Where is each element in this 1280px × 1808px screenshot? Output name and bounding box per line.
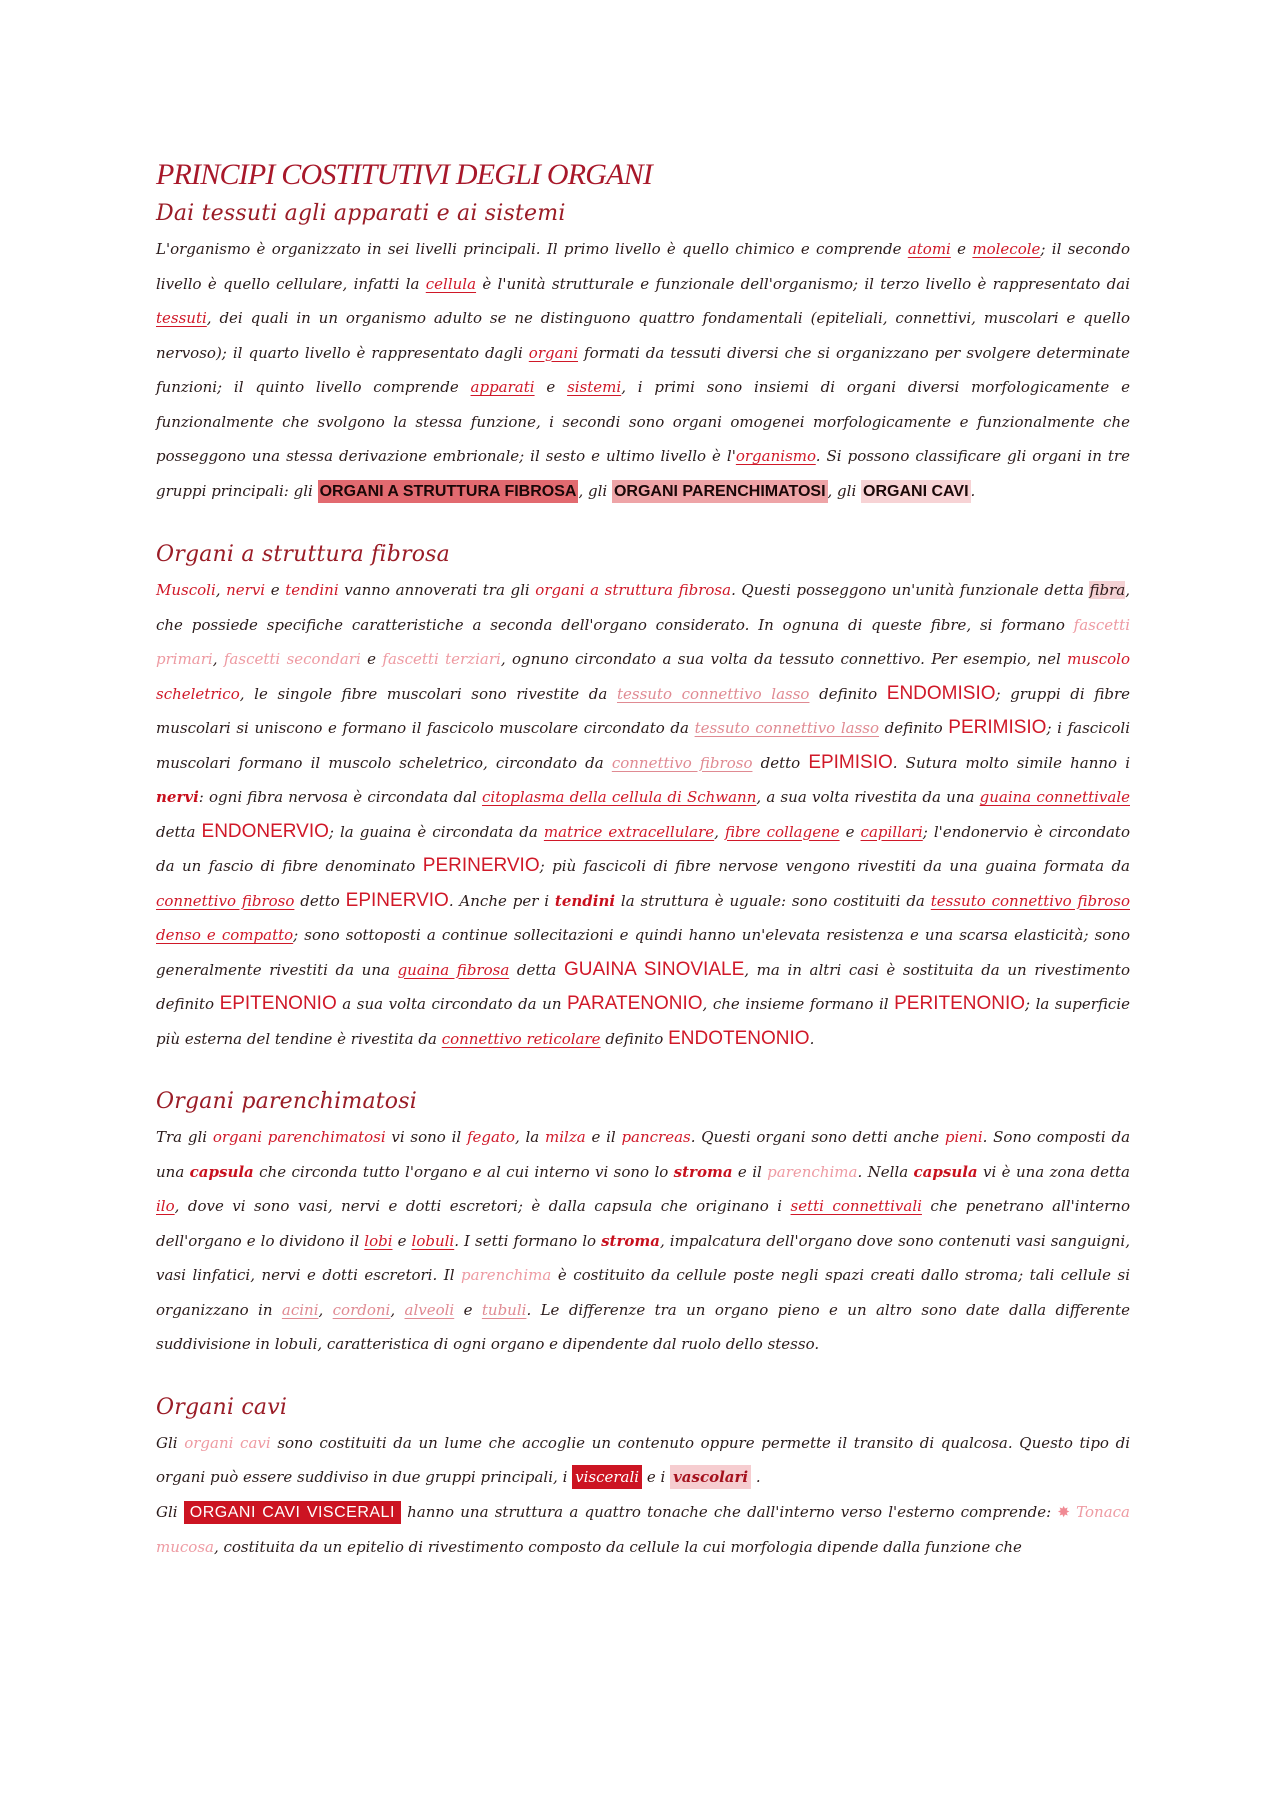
term-pink: parenchima — [767, 1162, 858, 1181]
text-run: . Questi posseggono un'unità funzionale detta — [731, 581, 1090, 599]
text-run: . I setti formano lo — [454, 1231, 602, 1250]
text-run: . Si possono classificare gli organi in tre gruppi principali: gli — [156, 447, 1130, 500]
text-run: , ma in altri casi è sostituita da un rivestimento definito — [156, 960, 1130, 1013]
text-run: e i — [642, 1468, 671, 1486]
text-run: vanno annoverati tra gli — [338, 581, 536, 599]
text-run: ; più fascicoli di fibre nervose vengono rivestiti da una guaina formata da — [539, 857, 1130, 875]
document-body — [156, 158, 1130, 1565]
text-run: e — [454, 1300, 482, 1319]
term-pink: fascetti secondari — [223, 650, 361, 668]
term-ul-red: apparati — [470, 378, 535, 396]
term-ul-red: connettivo reticolare — [441, 1029, 601, 1048]
text-run: e il — [585, 1128, 622, 1146]
section-paragraph — [156, 1426, 1130, 1495]
section-organi-cavi — [156, 1392, 1130, 1565]
term-box-red: viscerali — [572, 1465, 642, 1489]
text-run: vi sono il — [385, 1128, 467, 1146]
text-run: . — [809, 1029, 815, 1048]
document-title: PRINCIPI COSTITUTIVI DEGLI ORGANI — [156, 158, 653, 191]
text-run: ; i fascicoli muscolari formano il muscolo scheletrico, circondato da — [156, 719, 1130, 772]
term-hl-medium: ORGANI PARENCHIMATOSI — [612, 480, 828, 503]
text-run: , la — [514, 1128, 546, 1146]
text-run: , le singole fibre muscolari sono rivestite da — [239, 684, 617, 703]
term-caps-red: GUAINA SINOVIALE — [564, 958, 745, 980]
section-heading: Organi a struttura fibrosa — [156, 542, 450, 567]
text-run: , — [215, 581, 227, 599]
text-run: sono costituiti da un lume che accoglie un contenuto oppure permette il transito di qualcosa. Questo tipo di organi può essere suddiviso in due gruppi principali, i — [156, 1433, 1130, 1486]
text-run: , ognuno circondato a sua volta da tessuto connettivo. Per esempio, nel — [500, 650, 1068, 668]
text-run: che penetrano all'interno dell'organo e lo dividono il — [156, 1197, 1130, 1250]
term-pink: fascetti primari — [156, 615, 1130, 668]
text-run: detta — [156, 822, 202, 841]
term-red: milza — [545, 1128, 586, 1146]
text-run: definito — [600, 1029, 669, 1048]
term-hl-strong: ORGANI A STRUTTURA FIBROSA — [318, 480, 579, 503]
text-run: , gli — [827, 481, 862, 500]
term-star-pink: ✸ — [1057, 1502, 1070, 1521]
text-run: , i primi sono insiemi di organi diversi morfologicamente e funzionalmente che svolgono la stessa funzione, i secondi sono organi omogenei morfologicamente e funzionalmente che posseggono una stessa derivazione embrionale; il sesto e ultimo livello è l' — [156, 378, 1130, 465]
text-run: definito — [879, 719, 949, 737]
text-run: e — [950, 240, 973, 258]
text-run: , che possiede specifiche caratteristiche a seconda dell'organo considerato. In ognuna di queste fibre, si formano — [156, 581, 1130, 634]
text-run: ; il secondo livello è quello cellulare, infatti la — [156, 240, 1130, 293]
term-ul-pink: tessuto connettivo lasso — [616, 684, 810, 703]
text-run: , costituita da un epitelio di rivestimento composto da cellule la cui morfologia dipende dalla funzione che — [213, 1538, 1022, 1556]
text-run: e il — [732, 1162, 768, 1181]
text-run: che circonda tutto l'organo e al cui interno vi sono lo — [253, 1162, 674, 1181]
text-run: detto — [752, 753, 809, 772]
text-run: . Le differenze tra un organo pieno e un altro sono date dalla differente suddivisione in lobuli, caratteristica di ogni organo e dipendente dal ruolo dello stesso. — [156, 1300, 1130, 1353]
term-ul-pink: cordoni — [332, 1300, 391, 1319]
term-bold-red: nervi — [156, 788, 199, 806]
term-ul-red: citoplasma della cellula di Schwann — [482, 788, 757, 806]
term-ul-red: connettivo fibroso — [156, 891, 295, 910]
text-run: . Sutura molto simile hanno i — [892, 753, 1130, 772]
term-red: pancreas — [621, 1128, 691, 1146]
text-run: detta — [509, 960, 564, 979]
term-pink: parenchima — [461, 1266, 552, 1284]
term-pink: organi cavi — [184, 1433, 271, 1452]
term-ul-red: lobuli — [411, 1231, 455, 1250]
text-run: L'organismo è organizzato in sei livelli principali. Il primo livello è quello chimico e comprende — [156, 240, 908, 258]
term-caps-red: PARATENONIO — [567, 993, 703, 1014]
text-run: detto — [294, 891, 346, 910]
term-ul-red: tessuti — [156, 309, 207, 327]
text-run: , dei quali in un organismo adulto se ne distinguono quattro fondamentali (epiteliali, connettivi, muscolari e quello nervoso); il quarto livello è rappresentato dagli — [156, 309, 1130, 362]
text-run: . — [751, 1468, 761, 1486]
term-caps-red: EPIMISIO — [808, 751, 893, 773]
term-ul-red: tessuto connettivo fibroso denso e compatto — [156, 891, 1130, 944]
text-run: , gli — [578, 481, 612, 500]
term-caps-red: ENDOMISIO — [886, 682, 996, 704]
term-ul-red: fibre collagene — [724, 822, 840, 841]
section-organi-parenchimatosi — [156, 1086, 1130, 1362]
text-run: e — [265, 581, 286, 599]
term-red: Muscoli — [156, 581, 216, 599]
section-heading: Organi parenchimatosi — [156, 1089, 417, 1114]
term-ul-red: setti connettivali — [790, 1197, 922, 1215]
term-ul-pink: tubuli — [481, 1300, 527, 1319]
term-ul-pink: connettivo fibroso — [611, 753, 753, 772]
text-run: , — [212, 650, 224, 668]
text-run: e — [392, 1231, 412, 1250]
term-bold-red: capsula — [913, 1162, 978, 1181]
term-caps-red: ENDOTENONIO — [668, 1027, 810, 1049]
section-organi-fibrosi — [156, 539, 1130, 1056]
term-bold-red: capsula — [189, 1162, 254, 1181]
term-hl-faint: fibra — [1089, 581, 1126, 599]
text-run: ; la superficie più esterna del tendine è rivestita da — [156, 995, 1131, 1048]
text-run: . Nella — [857, 1162, 914, 1181]
text-run: e — [360, 650, 383, 668]
term-ul-pink: tessuto connettivo lasso — [694, 719, 880, 737]
term-ul-red: guaina fibrosa — [397, 960, 510, 979]
text-run: e — [534, 378, 568, 396]
term-red: pieni — [944, 1128, 983, 1146]
text-run: , impalcatura dell'organo dove sono contenuti vasi sanguigni, vasi linfatici, nervi e dotti escretori. Il — [156, 1231, 1130, 1284]
term-caps-red: PERINERVIO — [422, 855, 540, 876]
term-red: organi parenchimatosi — [212, 1128, 386, 1146]
term-caps-red: EPITENONIO — [219, 993, 337, 1014]
text-run: , a sua volta rivestita da una — [756, 788, 980, 806]
term-bold-red: tendini — [554, 891, 616, 910]
text-run: : ogni fibra nervosa è circondata dal — [198, 788, 483, 806]
text-run: Tra gli — [156, 1128, 213, 1146]
term-hl-light: ORGANI CAVI — [861, 480, 970, 503]
text-run: Gli — [156, 1502, 184, 1521]
text-run: ; sono sottoposti a continue sollecitazioni e quindi hanno un'elevata resistenza e una scarsa elasticità; sono generalmente rivestiti da una — [156, 926, 1130, 979]
text-run: è l'unità strutturale e funzionale dell'organismo; il terzo livello è rappresentato dai — [476, 274, 1130, 293]
text-run: a sua volta circondato da un — [336, 995, 568, 1013]
term-red: fegato — [466, 1128, 515, 1146]
text-run: definito — [809, 684, 887, 703]
text-run: vi è una zona detta — [977, 1162, 1130, 1181]
text-run: ; la guaina è circondata da — [328, 822, 544, 841]
text-run: e — [839, 822, 861, 841]
text-run: . — [970, 481, 976, 500]
term-box-red-caps: ORGANI CAVI VISCERALI — [184, 1501, 401, 1524]
document-subtitle: Dai tessuti agli apparati e ai sistemi — [156, 201, 566, 226]
term-red: tendini — [285, 581, 339, 599]
term-ul-red: guaina connettivale — [979, 788, 1130, 806]
text-run: . Anche per i — [448, 891, 555, 910]
term-red: muscolo scheletrico — [156, 650, 1130, 703]
term-caps-red: PERITENONIO — [894, 993, 1026, 1014]
term-ul-red: sistemi — [567, 378, 622, 396]
term-ul-pink: acini — [281, 1300, 319, 1319]
term-ul-red: organismo — [735, 447, 816, 465]
section-heading: Organi cavi — [156, 1394, 288, 1420]
text-run: Gli — [156, 1433, 185, 1452]
term-caps-red: EPINERVIO — [345, 889, 449, 911]
term-ul-red: atomi — [907, 240, 951, 258]
section-paragraph — [156, 573, 1130, 1056]
text-run: , — [714, 822, 725, 841]
text-run: , — [390, 1300, 405, 1319]
term-pink: fascetti terziari — [382, 650, 501, 668]
term-ul-red: capillari — [860, 822, 923, 841]
text-run: formati da tessuti diversi che si organizzano per svolgere determinate funzioni; il quinto livello comprende — [156, 343, 1130, 396]
term-caps-red: PERIMISIO — [948, 717, 1047, 738]
term-ul-red: organi — [528, 343, 579, 362]
term-ul-red: cellula — [425, 274, 477, 293]
text-run: , che insieme formano il — [702, 995, 895, 1013]
term-red: organi a struttura fibrosa — [535, 581, 732, 599]
term-ul-red: matrice extracellulare — [543, 822, 715, 841]
text-run: , — [318, 1300, 333, 1319]
term-ul-red: lobi — [364, 1231, 393, 1250]
term-red: nervi — [226, 581, 266, 599]
text-run: la struttura è uguale: sono costituiti da — [615, 891, 931, 910]
term-ul-pink: alveoli — [404, 1300, 455, 1319]
text-run: . Sono composti da una — [156, 1128, 1131, 1181]
term-ul-red: molecole — [972, 240, 1041, 258]
term-caps-red: ENDONERVIO — [201, 820, 329, 842]
term-hl-pink-bold: vascolari — [670, 1465, 751, 1489]
section-paragraph — [156, 1120, 1130, 1362]
term-bold-red: stroma — [601, 1231, 660, 1250]
term-bold-red: stroma — [673, 1162, 733, 1181]
text-run: hanno una struttura a quattro tonache che dall'interno verso l'esterno comprende: — [400, 1502, 1058, 1521]
text-run: . Questi organi sono detti anche — [690, 1128, 945, 1146]
section-paragraph — [156, 1495, 1130, 1565]
text-run: ; l'endonervio è circondato da un fascio di fibre denominato — [156, 822, 1130, 875]
text-run: , dove vi sono vasi, nervi e dotti escretori; è dalla capsula che originano i — [174, 1197, 791, 1215]
term-ul-red: ilo — [156, 1197, 175, 1215]
text-run: ; gruppi di fibre muscolari si uniscono e formano il fascicolo muscolare circondato da — [156, 684, 1130, 737]
intro-paragraph — [156, 232, 1130, 509]
text-run: è costituito da cellule poste negli spazi creati dallo stroma; tali cellule si organizzano in — [156, 1266, 1131, 1319]
term-pink: Tonaca mucosa — [156, 1502, 1130, 1556]
